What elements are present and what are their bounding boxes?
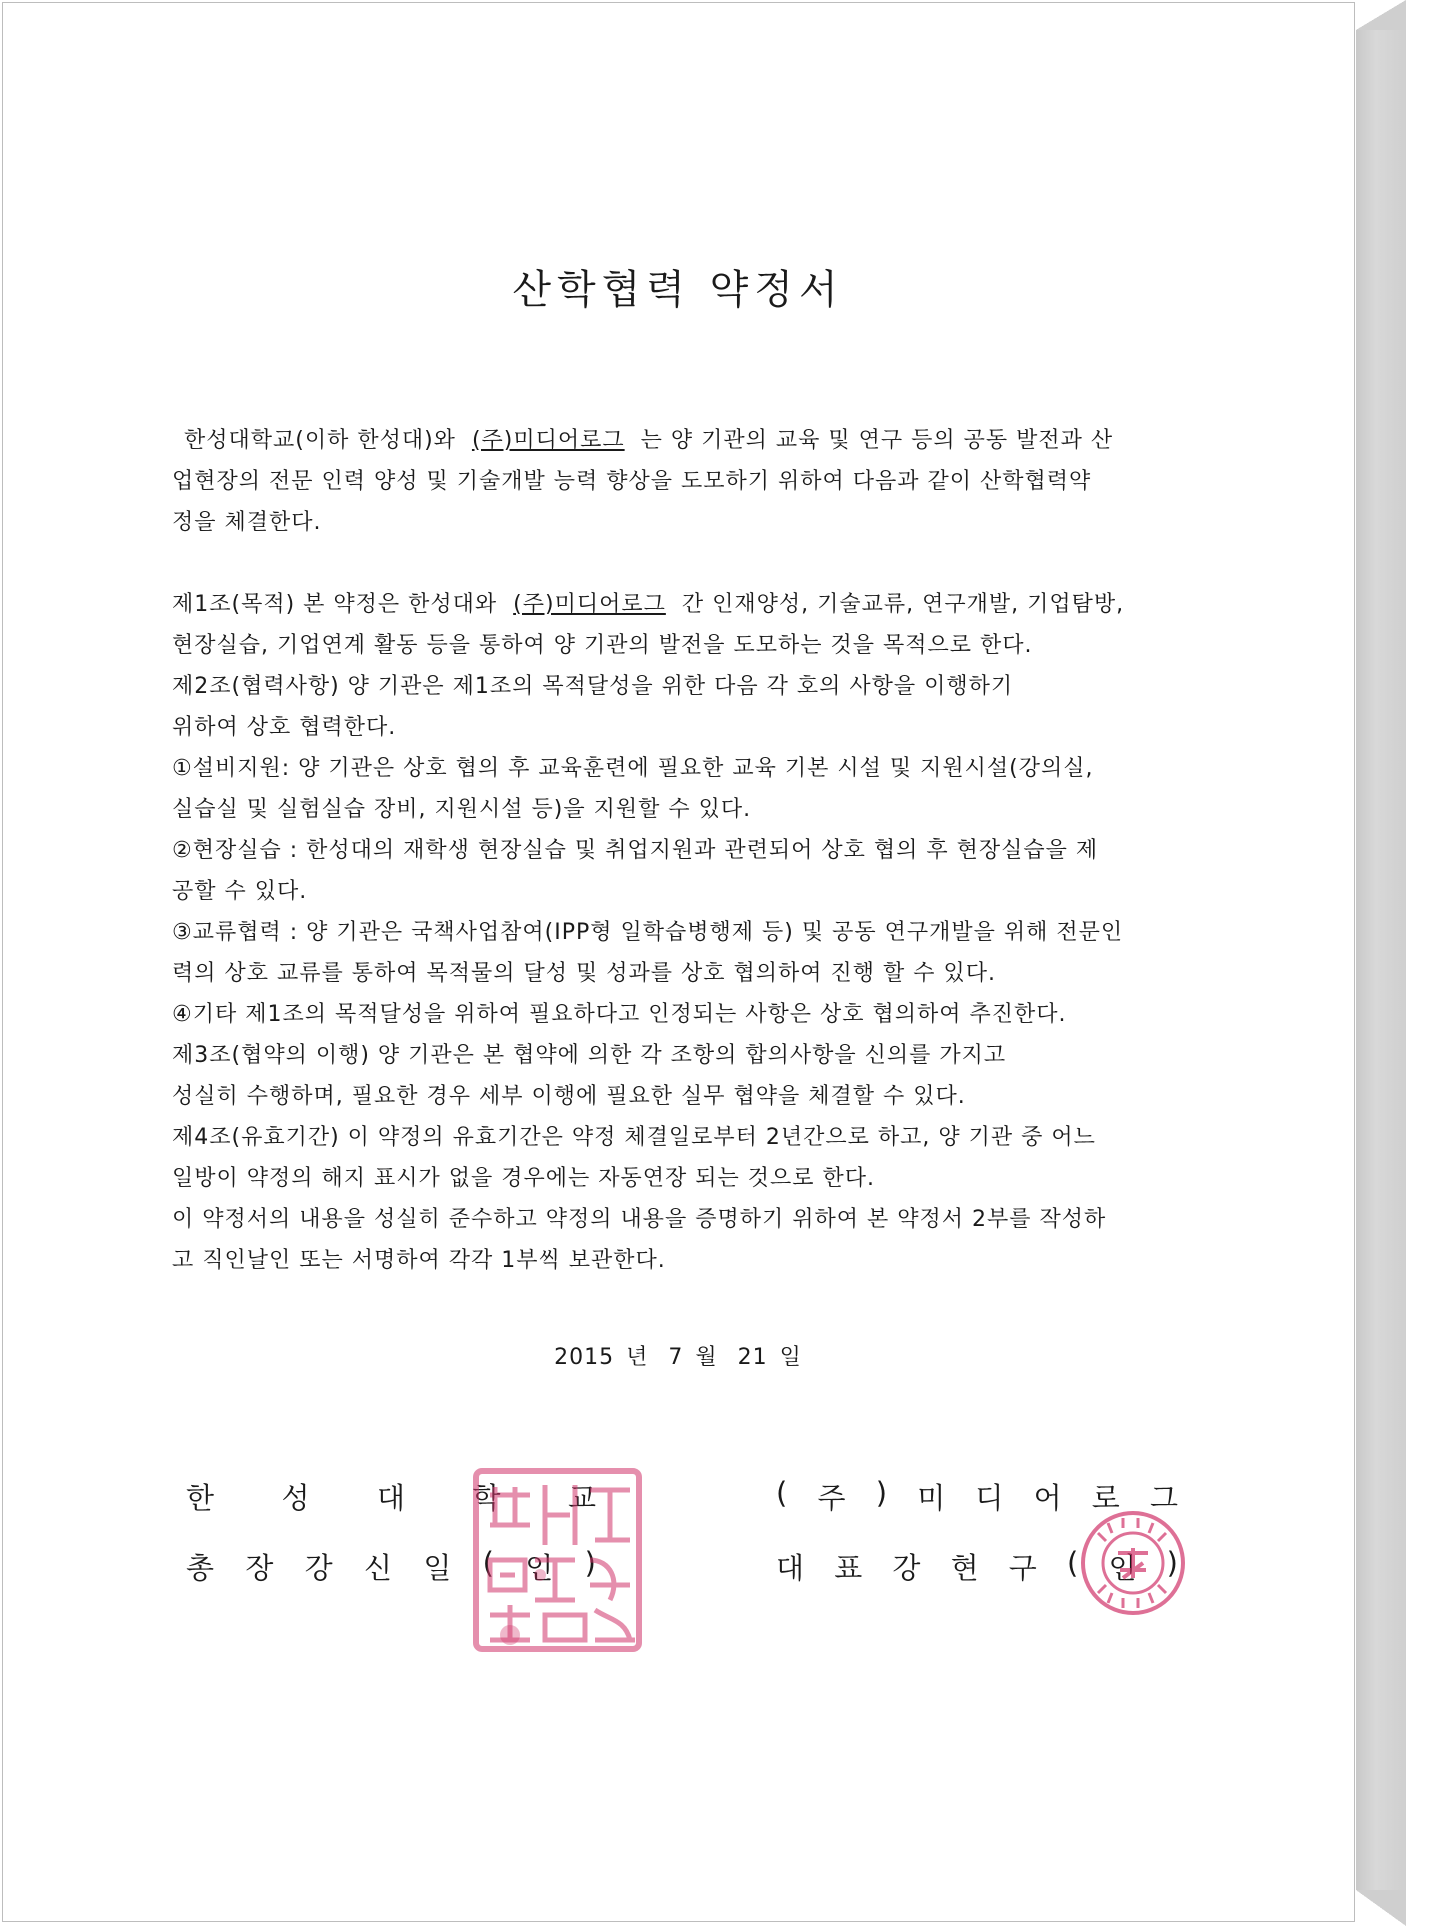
sig-char: 한 xyxy=(186,1481,215,1515)
date-day-unit: 일 xyxy=(779,1345,802,1370)
sig-char: 구 xyxy=(1008,1551,1037,1585)
article-1-line-1 xyxy=(172,584,1192,625)
intro-line-3: 정을 체결한다. xyxy=(172,510,322,535)
sig-char: 총 xyxy=(186,1551,215,1585)
sig-char: 장 xyxy=(245,1551,274,1585)
article-2-item-1-line-2: 실습실 및 실험실습 장비, 지원시설 등)을 지원할 수 있다. xyxy=(172,797,752,822)
document-title: 산학협력 약정서 xyxy=(512,267,844,313)
sig-char: ) xyxy=(875,1476,888,1510)
article-2-item-4-line-1: ④기타 제1조의 목적달성을 위하여 필요하다고 인정되는 사항은 상호 협의하여 추진한다. xyxy=(172,1002,1067,1027)
page-edge-shadow xyxy=(1356,0,1406,1926)
article-1-end: 간 인재양성, 기술교류, 연구개발, 기업탐방, xyxy=(681,592,1125,617)
sig-char: 강 xyxy=(892,1551,921,1585)
closing-line-1: 이 약정서의 내용을 성실히 준수하고 약정의 내용을 증명하기 위하여 본 약정서 2부를 작성하 xyxy=(172,1207,1107,1232)
sig-char: 표 xyxy=(834,1551,863,1585)
sig-char: 일 xyxy=(423,1551,452,1585)
article-2-item-3-line-2: 력의 상호 교류를 통하여 목적물의 달성 및 성과를 상호 협의하여 진행 할 수 있다. xyxy=(172,961,996,986)
sig-char: ) xyxy=(584,1546,596,1580)
sig-char: 신 xyxy=(363,1551,392,1585)
agreement-body xyxy=(172,420,1192,1281)
page-edge-top xyxy=(1356,0,1406,30)
closing-line-2: 고 직인날인 또는 서명하여 각각 1부씩 보관한다. xyxy=(172,1248,666,1273)
article-1-start: 제1조(목적) 본 약정은 한성대와 xyxy=(172,592,498,617)
sig-char: ) xyxy=(1166,1546,1178,1580)
article-2-line-1: 제2조(협력사항) 양 기관은 제1조의 목적달성을 위한 다음 각 호의 사항을 이행하기 xyxy=(172,674,1014,699)
date-year-unit: 년 xyxy=(626,1345,649,1370)
page-edge-bottom xyxy=(1356,1890,1406,1926)
article-2-item-3-line-1: ③교류협력 : 양 기관은 국책사업참여(IPP형 일학습병행제 등) 및 공동 연구개발을 위해 전문인 xyxy=(172,920,1124,945)
sig-char: 강 xyxy=(304,1551,333,1585)
sig-char: 미 xyxy=(917,1481,946,1515)
company-name-underlined: (주)미디어로그 xyxy=(513,592,666,617)
article-2-item-2-line-2: 공할 수 있다. xyxy=(172,879,308,904)
sig-char: 교 xyxy=(567,1481,596,1515)
sig-char: 로 xyxy=(1091,1481,1120,1515)
sig-char: 학 xyxy=(472,1481,501,1515)
sig-char: 주 xyxy=(817,1481,846,1515)
company-seal-stamp xyxy=(1078,1508,1188,1618)
sig-char: ( xyxy=(482,1546,494,1580)
sig-char: 대 xyxy=(376,1481,405,1515)
sig-char: ( xyxy=(1066,1546,1079,1580)
article-4-line-2: 일방이 약정의 해지 표시가 없을 경우에는 자동연장 되는 것으로 한다. xyxy=(172,1166,875,1191)
university-seal-stamp xyxy=(470,1465,645,1655)
sig-char: 그 xyxy=(1149,1481,1178,1515)
article-3-line-2: 성실히 수행하며, 필요한 경우 세부 이행에 필요한 실무 협약을 체결할 수 있다. xyxy=(172,1084,966,1109)
article-3-line-1: 제3조(협약의 이행) 양 기관은 본 협약에 의한 각 조항의 합의사항을 신의를 가지고 xyxy=(172,1043,1007,1068)
sig-char: 성 xyxy=(281,1481,310,1515)
sig-char: 대 xyxy=(776,1551,805,1585)
article-2-item-2-line-1: ②현장실습 : 한성대의 재학생 현장실습 및 취업지원과 관련되어 상호 협의 후 현장실습을 제 xyxy=(172,838,1099,863)
company-name-underlined: (주)미디어로그 xyxy=(471,428,625,453)
date-day: 21 xyxy=(737,1345,768,1370)
intro-line-1 xyxy=(172,420,1192,461)
sig-char: 디 xyxy=(975,1481,1004,1515)
sig-char: 인 xyxy=(1108,1551,1137,1585)
sig-char: 어 xyxy=(1033,1481,1062,1515)
date-month-unit: 월 xyxy=(695,1345,718,1370)
intro-line-2: 업현장의 전문 인력 양성 및 기술개발 능력 향상을 도모하기 위하여 다음과 같이 산학협력약 xyxy=(172,469,1092,494)
date-year: 2015 xyxy=(554,1345,615,1370)
article-1-line-2: 현장실습, 기업연계 활동 등을 통하여 양 기관의 발전을 도모하는 것을 목적으로 한다. xyxy=(172,633,1033,658)
agreement-date xyxy=(0,1340,1356,1371)
sig-char: 현 xyxy=(950,1551,979,1585)
article-2-line-2: 위하여 상호 협력한다. xyxy=(172,715,397,740)
sig-char: ( xyxy=(776,1476,788,1510)
intro-line-1-end: 는 양 기관의 교육 및 연구 등의 공동 발전과 산 xyxy=(640,428,1114,453)
sig-char: 인 xyxy=(525,1551,554,1585)
article-4-line-1: 제4조(유효기간) 이 약정의 유효기간은 약정 체결일로부터 2년간으로 하고, 양 기관 중 어느 xyxy=(172,1125,1096,1150)
article-2-item-1-line-1: ①설비지원: 양 기관은 상호 협의 후 교육훈련에 필요한 교육 기본 시설 및 지원시설(강의실, xyxy=(172,756,1094,781)
date-month: 7 xyxy=(668,1345,684,1370)
intro-line-1-start: 한성대학교(이하 한성대)와 xyxy=(184,428,456,453)
